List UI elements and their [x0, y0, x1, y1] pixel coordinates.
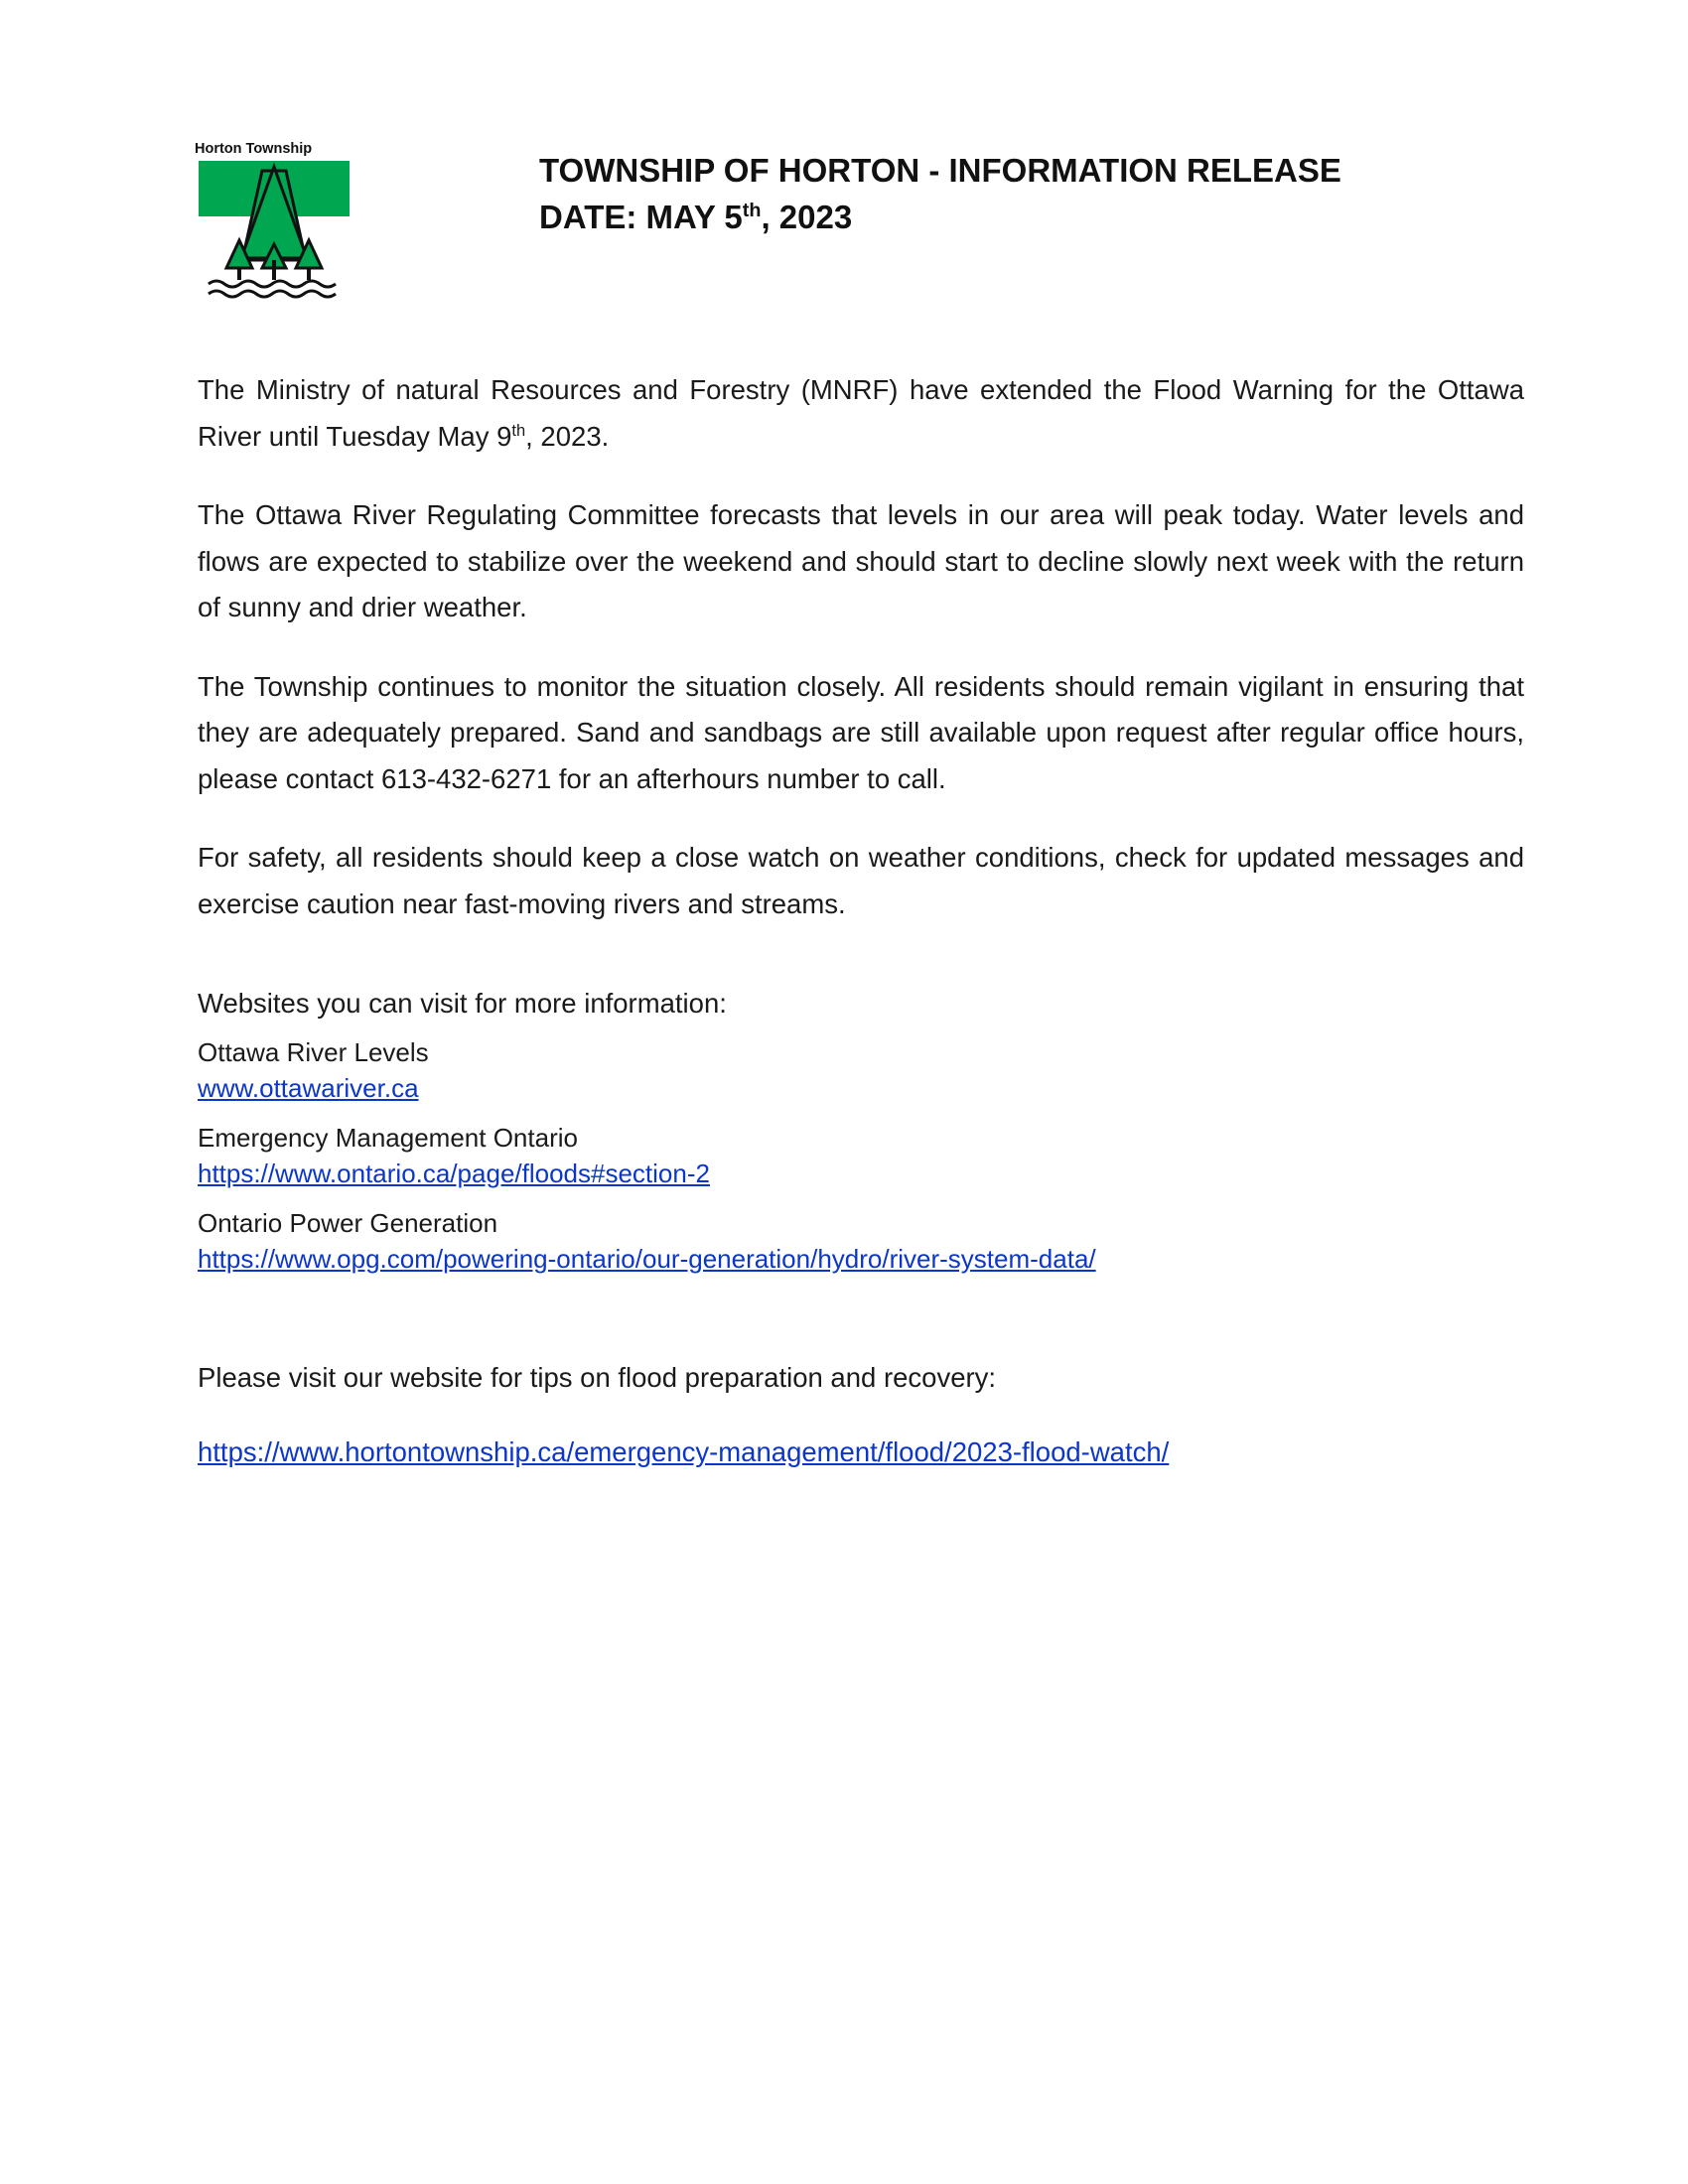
visit-text: Please visit our website for tips on flood preparation and recovery:: [198, 1362, 997, 1393]
website-link-opg[interactable]: https://www.opg.com/powering-ontario/our-generation/hydro/river-system-data/: [198, 1244, 1096, 1274]
release-title: TOWNSHIP OF HORTON - INFORMATION RELEASE: [539, 152, 1341, 189]
website-entry: [198, 1034, 1524, 1106]
paragraph-forecast: The Ottawa River Regulating Committee forecasts that levels in our area will peak today. Water levels and flows are expected to stabilize over the weekend and should start to decline slowly next week with the return of sunny and drier weather.: [198, 499, 1524, 622]
paragraph-monitoring: The Township continues to monitor the situation closely. All residents should remain vigilant in ensuring that they are adequately prepared. Sand and sandbags are still available upon request after regular office hours, please contact 613-432-6271 for an afterhours number to call.: [198, 670, 1524, 794]
websites-intro: Websites you can visit for more information:: [198, 988, 727, 1019]
paragraph-flood-warning: The Ministry of natural Resources and Forestry (MNRF) have extended the Flood Warning for the Ottawa River until Tuesday May 9th, 2023.: [198, 374, 1524, 452]
website-name: Ottawa River Levels: [198, 1037, 429, 1067]
website-link-ottawa-river[interactable]: www.ottawariver.ca: [198, 1073, 419, 1103]
website-name: Ontario Power Generation: [198, 1208, 498, 1238]
release-date: DATE: MAY 5th, 2023: [539, 199, 853, 235]
logo-caption: Horton Township: [195, 141, 313, 157]
release-body: [198, 367, 1524, 927]
release-header: [539, 147, 1532, 240]
website-entry: [198, 1120, 1524, 1191]
logo-tree-icon: [195, 161, 353, 300]
township-flood-link[interactable]: https://www.hortontownship.ca/emergency-management/flood/2023-flood-watch/: [198, 1436, 1170, 1467]
paragraph-safety: For safety, all residents should keep a close watch on weather conditions, check for updated messages and exercise caution near fast-moving rivers and streams.: [198, 842, 1524, 919]
horton-township-logo: [195, 141, 353, 300]
website-link-emergency-management[interactable]: https://www.ontario.ca/page/floods#section-2: [198, 1159, 710, 1188]
website-name: Emergency Management Ontario: [198, 1123, 578, 1153]
websites-section: [198, 981, 1524, 1291]
website-entry: [198, 1205, 1524, 1277]
